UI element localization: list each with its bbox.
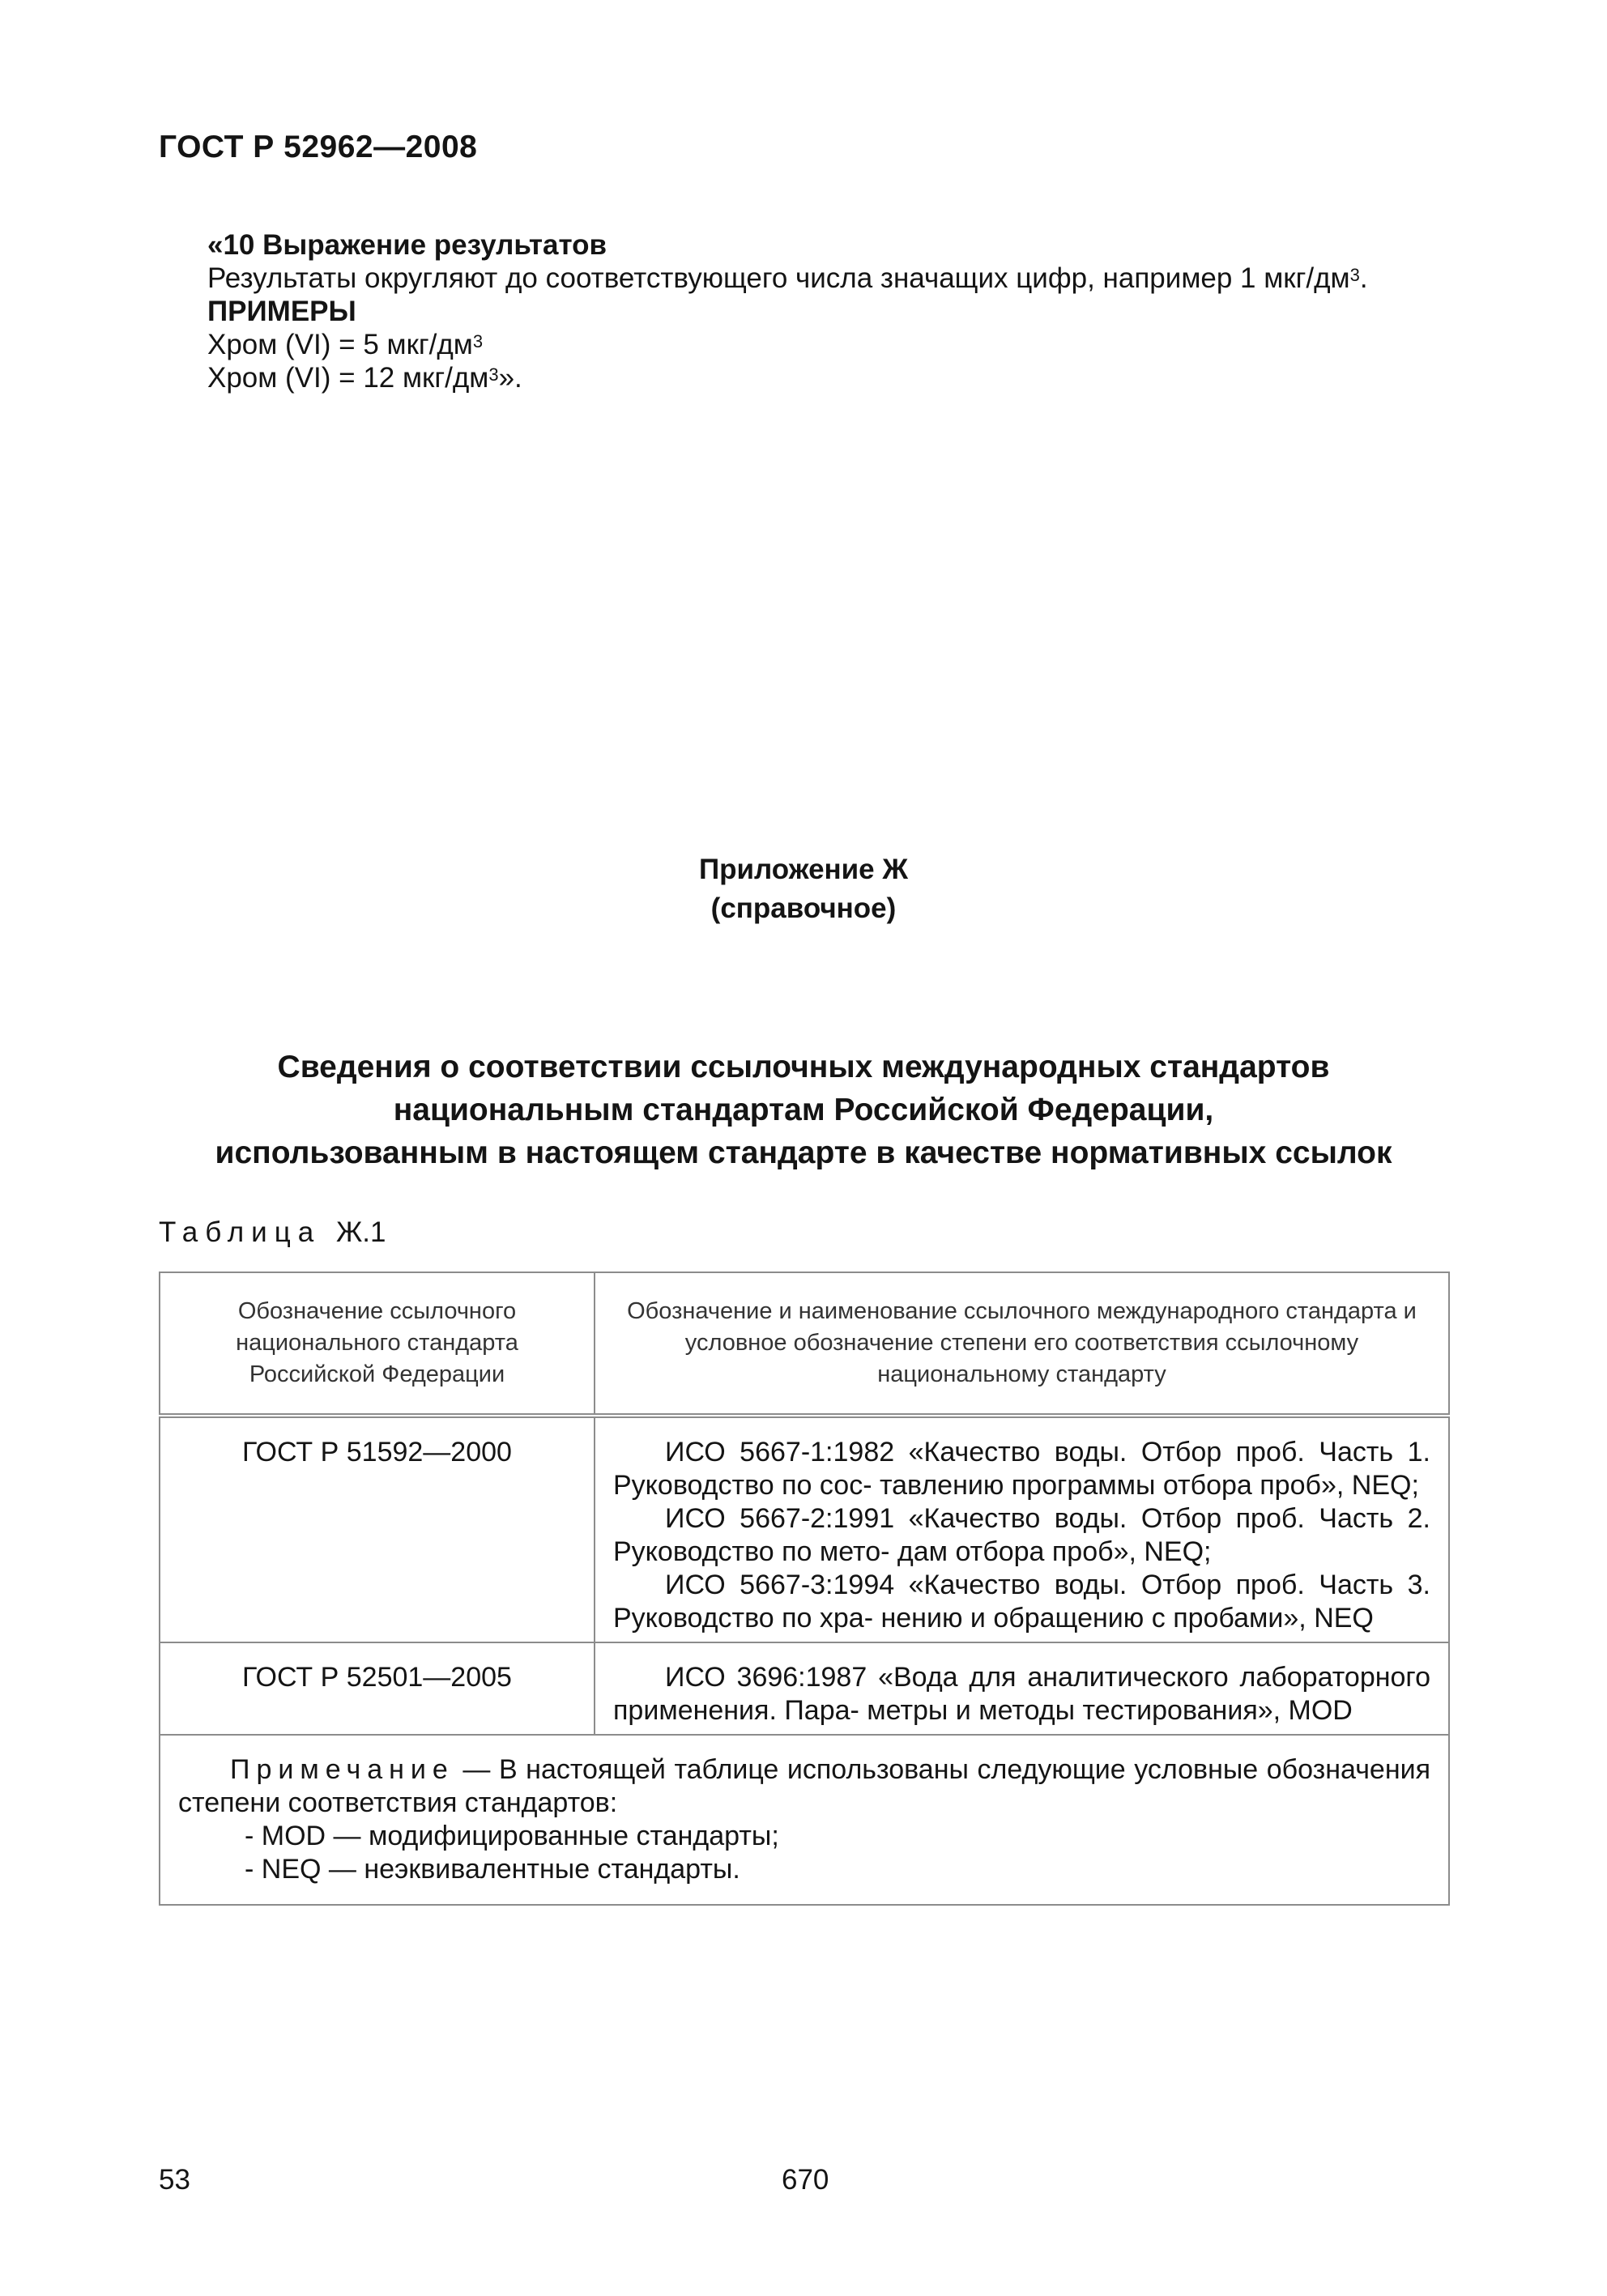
example-1: Хром (VI) = 5 мкг/$дм^3$ <box>207 329 484 360</box>
page-number-center: 670 <box>782 2164 829 2196</box>
correspondence-table <box>159 1272 1450 1906</box>
table-note-row <box>160 1735 1449 1905</box>
annex-heading: Сведения о соответствии ссылочных международных стандартов национальным стандартам Российской Федерации, использованным в настоящем стандарте в качестве нормативных ссылок <box>215 1050 1392 1170</box>
section-text: Результаты округляют до соответствующего числа значащих цифр, например 1 мкг/$дм^3$. <box>207 262 1368 294</box>
header-international: Обозначение и наименование ссылочного международного стандарта и условное обозначение степени его соответствия ссылочному национальному стандарту <box>595 1272 1449 1416</box>
international-standards: ИСО 3696:1987 «Вода для аналитического лабораторного применения. Пара- метры и методы тестирования», MOD <box>595 1642 1449 1735</box>
annex-subtitle: (справочное) <box>710 892 897 924</box>
international-standards: ИСО 5667-1:1982 «Качество воды. Отбор проб. Часть 1. Руководство по сос- тавлению программы отбора проб», NEQ; ИСО 5667-2:1991 «Качество воды. Отбор проб. Часть 2. Руководство по мето- дам отбора проб», NEQ; ИСО 5667-3:1994 «Качество воды. Отбор проб. Часть 3. Руководство по хра- нению и обращению с пробами», NEQ <box>595 1416 1449 1642</box>
table-row <box>160 1416 1449 1642</box>
table-note: Примечание — В настоящей таблице использованы следующие условные обозначения степени соответствия стандартов: - MOD — модифицированные стандарты; - NEQ — неэквивалентные стандарты. <box>160 1735 1449 1905</box>
document-code: ГОСТ Р 52962—2008 <box>159 130 478 164</box>
table-row <box>160 1642 1449 1735</box>
example-2: Хром (VI) = 12 мкг/$дм^3$». <box>207 362 522 394</box>
annex-title: Приложение Ж <box>698 854 909 885</box>
table-header-row <box>160 1272 1449 1416</box>
page-number-left: 53 <box>159 2164 190 2196</box>
header-national: Обозначение ссылочного национального стандарта Российской Федерации <box>160 1272 595 1416</box>
section-heading: «10 Выражение результатов <box>207 229 607 261</box>
national-standard: ГОСТ Р 52501—2005 <box>160 1642 595 1735</box>
section-10 <box>207 228 1503 394</box>
table-caption: Таблица Ж.1 <box>159 1216 386 1248</box>
examples-label: ПРИМЕРЫ <box>207 296 356 327</box>
national-standard: ГОСТ Р 51592—2000 <box>160 1416 595 1642</box>
